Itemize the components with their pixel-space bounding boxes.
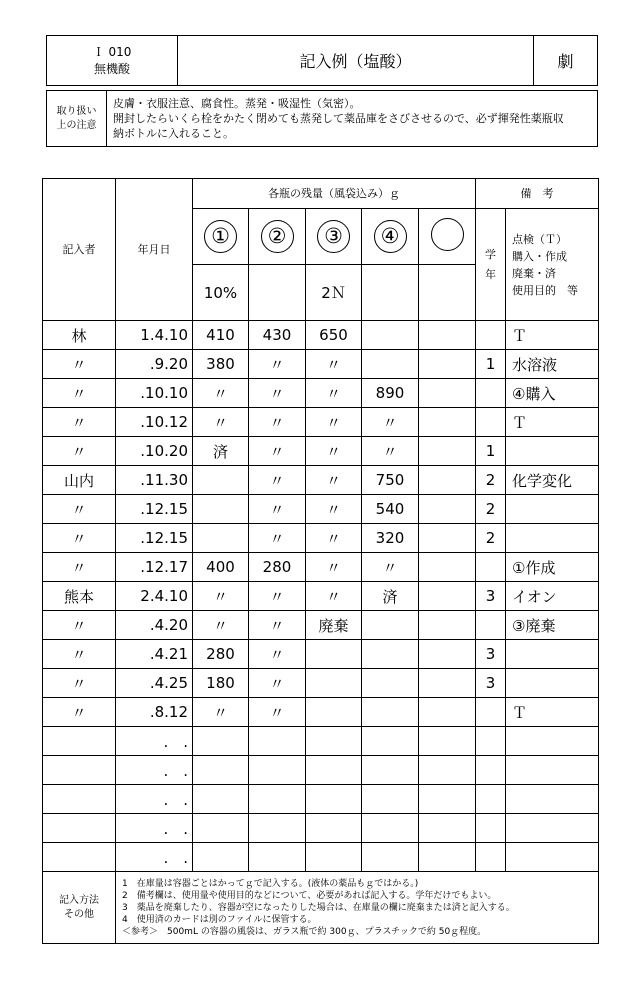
handling-line: 納ボトルに入れること。 — [113, 127, 234, 140]
chemical-code-cell — [47, 36, 178, 86]
bottle-4-cell: 〃 — [362, 437, 419, 466]
date-cell: .12.17 — [116, 553, 193, 582]
remarks-cell: ④購入 — [506, 379, 599, 408]
bottle-2-cell: 280 — [249, 553, 306, 582]
bottle-5-cell — [419, 756, 476, 785]
grade-header-text: 学年 — [485, 247, 497, 281]
table-row — [43, 553, 599, 582]
grade-cell: 3 — [476, 640, 506, 669]
date-cell: 2.4.10 — [116, 582, 193, 611]
table-row — [43, 408, 599, 437]
bottle-5-cell — [419, 843, 476, 872]
handling-line: 開封したらいくら栓をかたく閉めても蒸発して薬品庫をさびさせるので、必ず揮発性薬瓶収 — [113, 112, 564, 125]
recorder-cell: 山内 — [43, 466, 116, 495]
bottle-4-cell: 〃 — [362, 553, 419, 582]
bottle-1-cell: 380 — [193, 350, 249, 379]
bottle-3-cell — [306, 785, 362, 814]
log-rows — [43, 321, 599, 872]
remarks-cell — [506, 727, 599, 756]
bottle-1-cell: 〃 — [193, 698, 249, 727]
bottle-1-cell: 280 — [193, 640, 249, 669]
bottle-2-cell: 〃 — [249, 408, 306, 437]
recorder-cell: 〃 — [43, 379, 116, 408]
remarks-cell — [506, 756, 599, 785]
bottle-4-cell — [362, 669, 419, 698]
recorder-cell: 〃 — [43, 524, 116, 553]
bottle-5-cell — [419, 582, 476, 611]
date-cell: .10.20 — [116, 437, 193, 466]
remarks-cell — [506, 640, 599, 669]
grade-cell — [476, 843, 506, 872]
remarks-cell: ③廃棄 — [506, 611, 599, 640]
bottle-1-cell — [193, 756, 249, 785]
date-cell: .12.15 — [116, 524, 193, 553]
footer-note: 3 薬品を廃棄したり、容器が空になったりした場合は、在庫量の欄に廃棄または済と記入する。 — [122, 902, 515, 913]
bottle-3-cell — [306, 814, 362, 843]
bottle-2-cell — [249, 785, 306, 814]
header-table — [46, 35, 598, 86]
recorder-cell — [43, 756, 116, 785]
table-row — [43, 379, 599, 408]
date-cell: . . — [116, 814, 193, 843]
footer-label-line2: その他 — [64, 908, 94, 920]
grade-header — [476, 209, 506, 321]
bottle-1-cell — [193, 524, 249, 553]
concentration-2 — [249, 265, 306, 321]
bottle-4-cell: 540 — [362, 495, 419, 524]
remarks-header: 備 考 — [476, 179, 599, 209]
remarks-legend — [506, 209, 599, 321]
table-row — [43, 524, 599, 553]
bottle-3-cell: 〃 — [306, 408, 362, 437]
footer-note: 1 在庫量は容器ごとはかってｇで記入する。(液体の薬品もｇではかる。) — [122, 878, 419, 889]
date-cell: .10.10 — [116, 379, 193, 408]
date-cell: . . — [116, 727, 193, 756]
remarks-cell: Ｔ — [506, 698, 599, 727]
bottle-5-cell — [419, 553, 476, 582]
remarks-cell — [506, 814, 599, 843]
bottle-3-cell: 廃棄 — [306, 611, 362, 640]
footer-note: ＜参考＞ 500mL の容器の風袋は、ガラス瓶で約 300ｇ、プラスチックで約 50ｇ程度。 — [122, 926, 487, 937]
concentration-3: 2Ｎ — [306, 265, 362, 321]
remaining-header: 各瓶の残量（風袋込み）ｇ — [193, 179, 476, 209]
table-row — [43, 466, 599, 495]
remarks-cell: 化学変化 — [506, 466, 599, 495]
bottle-5-header — [419, 209, 476, 265]
bottle-1-cell — [193, 843, 249, 872]
recorder-cell: 〃 — [43, 408, 116, 437]
bottle-2-cell: 430 — [249, 321, 306, 350]
bottle-2-cell: 〃 — [249, 611, 306, 640]
bottle-4-cell: 済 — [362, 582, 419, 611]
bottle-1-cell — [193, 495, 249, 524]
table-row — [43, 321, 599, 350]
remarks-cell — [506, 669, 599, 698]
bottle-5-cell — [419, 466, 476, 495]
bottle-3-header — [306, 209, 362, 265]
bottle-1-cell: 〃 — [193, 379, 249, 408]
bottle-4-cell — [362, 350, 419, 379]
footer-label-line1: 記入方法 — [59, 894, 99, 906]
bottle-2-cell: 〃 — [249, 379, 306, 408]
bottle-2-cell: 〃 — [249, 640, 306, 669]
bottle-2-cell: 〃 — [249, 437, 306, 466]
recorder-cell: 〃 — [43, 611, 116, 640]
grade-cell — [476, 785, 506, 814]
date-cell: .4.20 — [116, 611, 193, 640]
bottle-3-cell — [306, 669, 362, 698]
bottle-1-cell: 400 — [193, 553, 249, 582]
bottle-4-cell — [362, 611, 419, 640]
handling-label — [47, 91, 107, 147]
remarks-cell: イオン — [506, 582, 599, 611]
bottle-4-cell — [362, 321, 419, 350]
date-cell: .4.25 — [116, 669, 193, 698]
bottle-3-cell — [306, 640, 362, 669]
inventory-log-table — [42, 178, 599, 944]
bottle-3-cell: 〃 — [306, 495, 362, 524]
grade-cell — [476, 611, 506, 640]
recorder-cell: 〃 — [43, 437, 116, 466]
remarks-cell: 水溶液 — [506, 350, 599, 379]
grade-cell — [476, 321, 506, 350]
handling-table — [46, 90, 598, 147]
table-row — [43, 814, 599, 843]
bottle-2-cell: 〃 — [249, 669, 306, 698]
remarks-cell: ①作成 — [506, 553, 599, 582]
grade-cell — [476, 727, 506, 756]
table-row — [43, 785, 599, 814]
recorder-cell: 〃 — [43, 669, 116, 698]
bottle-5-cell — [419, 611, 476, 640]
bottle-1-cell: 410 — [193, 321, 249, 350]
table-row — [43, 611, 599, 640]
remarks-legend-item: 購入・作成 — [512, 249, 568, 263]
remarks-cell: Ｔ — [506, 321, 599, 350]
bottle-4-cell — [362, 727, 419, 756]
bottle-3-cell — [306, 698, 362, 727]
recorder-cell: 〃 — [43, 495, 116, 524]
table-row — [43, 437, 599, 466]
recorder-cell: 〃 — [43, 350, 116, 379]
date-cell: . . — [116, 843, 193, 872]
handling-line: 皮膚・衣服注意、腐食性。蒸発・吸湿性（気密）。 — [113, 97, 361, 110]
recorder-header: 記入者 — [43, 179, 116, 321]
remarks-cell — [506, 524, 599, 553]
grade-cell — [476, 553, 506, 582]
date-header: 年月日 — [116, 179, 193, 321]
grade-cell — [476, 408, 506, 437]
date-cell: .10.12 — [116, 408, 193, 437]
bottle-2-cell: 〃 — [249, 350, 306, 379]
bottle-3-cell: 〃 — [306, 437, 362, 466]
bottle-4-cell: 320 — [362, 524, 419, 553]
remarks-legend-item: 廃棄・済 — [512, 266, 557, 280]
bottle-5-cell — [419, 408, 476, 437]
page-title: 記入例（塩酸） — [178, 36, 534, 86]
bottle-1-cell: 〃 — [193, 408, 249, 437]
bottle-5-cell — [419, 321, 476, 350]
footer-note: 4 使用済のカードは別のファイルに保管する。 — [122, 914, 317, 925]
table-row — [43, 350, 599, 379]
bottle-2-cell — [249, 843, 306, 872]
grade-cell: 2 — [476, 495, 506, 524]
bottle-5-cell — [419, 524, 476, 553]
grade-cell: 3 — [476, 582, 506, 611]
footer-note: 2 備考欄は、使用量や使用目的などについて、必要があれば記入する。学年だけでもよい。 — [122, 890, 497, 901]
bottle-4-cell — [362, 640, 419, 669]
bottle-3-cell: 〃 — [306, 582, 362, 611]
date-cell: .12.15 — [116, 495, 193, 524]
bottle-4-cell: 890 — [362, 379, 419, 408]
date-cell: 1.4.10 — [116, 321, 193, 350]
grade-cell: 3 — [476, 669, 506, 698]
bottle-3-cell — [306, 727, 362, 756]
remarks-cell: Ｔ — [506, 408, 599, 437]
handling-notes — [107, 91, 598, 147]
date-cell: .11.30 — [116, 466, 193, 495]
bottle-5-cell — [419, 698, 476, 727]
remarks-cell — [506, 843, 599, 872]
bottle-5-cell — [419, 727, 476, 756]
grade-cell: 2 — [476, 466, 506, 495]
bottle-1-cell: 〃 — [193, 582, 249, 611]
bottle-number — [431, 218, 464, 251]
bottle-5-cell — [419, 814, 476, 843]
bottle-4-header — [362, 209, 419, 265]
bottle-5-cell — [419, 437, 476, 466]
recorder-cell: 〃 — [43, 553, 116, 582]
handling-label-line1: 取り扱い — [56, 105, 97, 117]
bottle-3-cell: 〃 — [306, 466, 362, 495]
recorder-cell: 〃 — [43, 698, 116, 727]
handling-label-line2: 上の注意 — [56, 119, 97, 131]
chemical-code: Ｉ 010 — [92, 44, 132, 59]
bottle-1-cell — [193, 466, 249, 495]
grade-cell — [476, 379, 506, 408]
table-row — [43, 756, 599, 785]
table-row — [43, 495, 599, 524]
bottle-3-cell — [306, 756, 362, 785]
grade-cell: 2 — [476, 524, 506, 553]
footer-label — [43, 872, 116, 944]
bottle-5-cell — [419, 495, 476, 524]
bottle-2-cell — [249, 814, 306, 843]
bottle-3-cell: 〃 — [306, 379, 362, 408]
bottle-2-cell: 〃 — [249, 582, 306, 611]
bottle-2-cell — [249, 727, 306, 756]
bottle-4-cell: 〃 — [362, 408, 419, 437]
bottle-5-cell — [419, 785, 476, 814]
date-cell: . . — [116, 756, 193, 785]
table-row — [43, 582, 599, 611]
bottle-2-cell — [249, 756, 306, 785]
bottle-1-cell: 〃 — [193, 611, 249, 640]
table-row — [43, 843, 599, 872]
bottle-4-cell — [362, 698, 419, 727]
date-cell: .4.21 — [116, 640, 193, 669]
bottle-3-cell: 〃 — [306, 553, 362, 582]
date-cell: . . — [116, 785, 193, 814]
toxicity-badge: 劇 — [534, 36, 598, 86]
bottle-1-cell: 済 — [193, 437, 249, 466]
bottle-5-cell — [419, 379, 476, 408]
recorder-cell: 林 — [43, 321, 116, 350]
recorder-cell — [43, 785, 116, 814]
bottle-5-cell — [419, 350, 476, 379]
bottle-2-cell: 〃 — [249, 698, 306, 727]
table-row — [43, 640, 599, 669]
bottle-3-cell — [306, 843, 362, 872]
concentration-1: 10% — [193, 265, 249, 321]
bottle-1-cell — [193, 785, 249, 814]
grade-cell — [476, 698, 506, 727]
bottle-4-cell — [362, 814, 419, 843]
bottle-4-cell — [362, 756, 419, 785]
bottle-1-cell: 180 — [193, 669, 249, 698]
recorder-cell: 熊本 — [43, 582, 116, 611]
table-row — [43, 727, 599, 756]
remarks-cell — [506, 437, 599, 466]
recorder-cell — [43, 843, 116, 872]
recorder-cell — [43, 727, 116, 756]
bottle-4-cell — [362, 785, 419, 814]
concentration-5 — [419, 265, 476, 321]
bottle-5-cell — [419, 640, 476, 669]
bottle-1-cell — [193, 814, 249, 843]
table-row — [43, 698, 599, 727]
bottle-2-cell: 〃 — [249, 524, 306, 553]
remarks-cell — [506, 785, 599, 814]
bottle-1-header — [193, 209, 249, 265]
bottle-2-cell: 〃 — [249, 495, 306, 524]
concentration-4 — [362, 265, 419, 321]
bottle-4-cell — [362, 843, 419, 872]
bottle-2-header — [249, 209, 306, 265]
remarks-cell — [506, 495, 599, 524]
bottle-1-cell — [193, 727, 249, 756]
bottle-number: ③ — [317, 220, 350, 253]
recorder-cell — [43, 814, 116, 843]
grade-cell: 1 — [476, 437, 506, 466]
date-cell: .9.20 — [116, 350, 193, 379]
footer-notes — [116, 872, 599, 944]
date-cell: .8.12 — [116, 698, 193, 727]
bottle-3-cell: 〃 — [306, 524, 362, 553]
bottle-3-cell: 〃 — [306, 350, 362, 379]
grade-cell: 1 — [476, 350, 506, 379]
grade-cell — [476, 814, 506, 843]
bottle-number: ④ — [374, 220, 407, 253]
grade-cell — [476, 756, 506, 785]
bottle-5-cell — [419, 669, 476, 698]
remarks-legend-item: 使用目的 等 — [512, 283, 579, 297]
recorder-cell: 〃 — [43, 640, 116, 669]
bottle-2-cell: 〃 — [249, 466, 306, 495]
bottle-4-cell: 750 — [362, 466, 419, 495]
chemical-category: 無機酸 — [93, 61, 130, 76]
bottle-number: ② — [261, 220, 294, 253]
bottle-number: ① — [204, 220, 237, 253]
bottle-3-cell: 650 — [306, 321, 362, 350]
remarks-legend-item: 点検（Ｔ） — [512, 232, 568, 246]
table-row — [43, 669, 599, 698]
